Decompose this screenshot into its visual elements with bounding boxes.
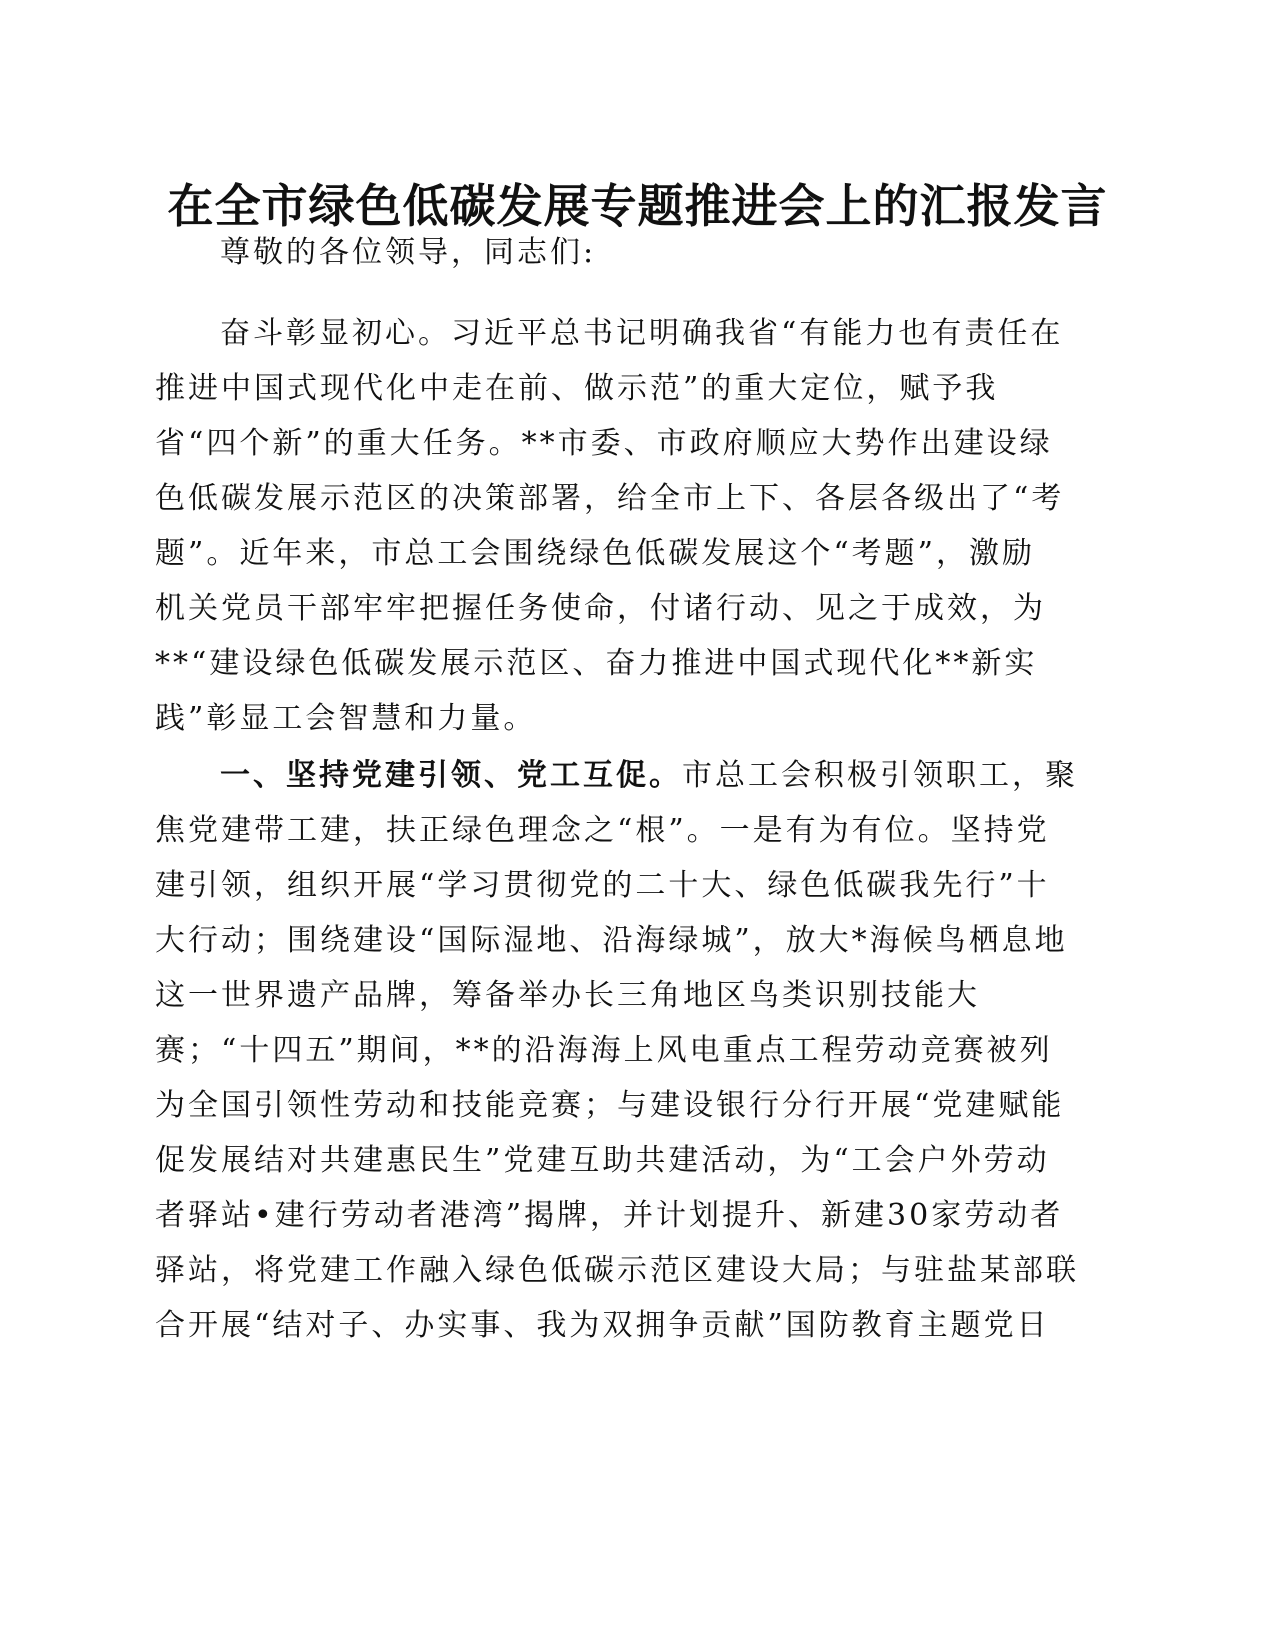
paragraph-line: 这一世界遗产品牌，筹备举办长三角地区鸟类识别技能大: [155, 978, 980, 1013]
paragraph-line: 为全国引领性劳动和技能竞赛；与建设银行分行开展“党建赋能: [155, 1088, 1065, 1123]
section-heading-rest: 市总工会积极引领职工，聚: [682, 758, 1078, 793]
paragraph-line: 机关党员干部牢牢把握任务使命，付诸行动、见之于成效，为: [155, 591, 1046, 626]
paragraph-line: 赛；“十四五”期间，**的沿海海上风电重点工程劳动竞赛被列: [155, 1033, 1053, 1068]
paragraph-line: 驿站，将党建工作融入绿色低碳示范区建设大局；与驻盐某部联: [155, 1253, 1079, 1288]
paragraph-line: 建引领，组织开展“学习贯彻党的二十大、绿色低碳我先行”十: [155, 868, 1050, 903]
paragraph-line: 促发展结对共建惠民生”党建互助共建活动，为“工会户外劳动: [155, 1143, 1050, 1178]
paragraph-line: 大行动；围绕建设“国际湿地、沿海绿城”，放大*海候鸟栖息地: [155, 923, 1068, 958]
paragraph-line: 题”。近年来，市总工会围绕绿色低碳发展这个“考题”，激励: [155, 536, 1036, 571]
paragraph-line: 者驿站•建行劳动者港湾”揭牌，并计划提升、新建30家劳动者: [155, 1198, 1064, 1233]
paragraph-line: **“建设绿色低碳发展示范区、奋力推进中国式现代化**新实: [155, 646, 1038, 681]
paragraph-line: 合开展“结对子、办实事、我为双拥争贡献”国防教育主题党日: [155, 1308, 1050, 1343]
paragraph-line: 焦党建带工建，扶正绿色理念之“根”。一是有为有位。坚持党: [155, 813, 1050, 848]
paragraph-line: 省“四个新”的重大任务。**市委、市政府顺应大势作出建设绿: [155, 426, 1053, 461]
section-heading: 一、坚持党建引领、党工互促。: [220, 758, 682, 793]
paragraph-line: 奋斗彰显初心。习近平总书记明确我省“有能力也有责任在: [220, 316, 1064, 351]
paragraph-line: 推进中国式现代化中走在前、做示范”的重大定位，赋予我: [155, 371, 999, 406]
document-title: 在全市绿色低碳发展专题推进会上的汇报发言: [167, 179, 1108, 233]
paragraph-line: 色低碳发展示范区的决策部署，给全市上下、各层各级出了“考: [155, 481, 1065, 516]
paragraph-line: 践”彰显工会智慧和力量。: [155, 701, 537, 736]
salutation: 尊敬的各位领导，同志们:: [220, 235, 597, 270]
section-heading-line: [220, 756, 1078, 796]
